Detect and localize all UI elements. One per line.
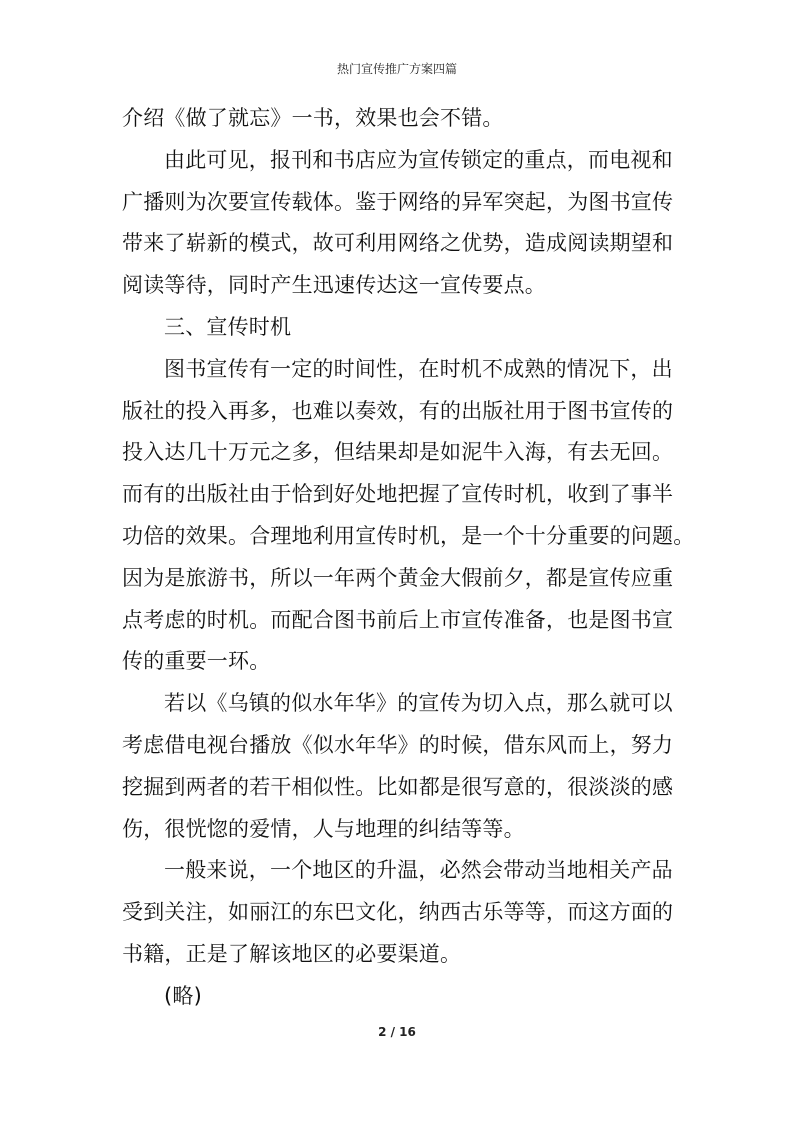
- text-line: 一般来说，一个地区的升温，必然会带动当地相关产品: [164, 858, 673, 883]
- text-line: 带来了崭新的模式，故可利用网络之优势，造成阅读期望和: [122, 231, 674, 256]
- section-heading: 三、宣传时机: [164, 314, 292, 339]
- page-number: 2 / 16: [378, 1025, 416, 1039]
- text-line: 而有的出版社由于恰到好处地把握了宣传时机，收到了事半: [122, 482, 674, 507]
- text-line: 书籍，正是了解该地区的必要渠道。: [122, 941, 462, 966]
- text-line: 功倍的效果。合理地利用宣传时机，是一个十分重要的问题。: [122, 523, 695, 548]
- running-header: 热门宣传推广方案四篇: [336, 62, 457, 76]
- text-line: 图书宣传有一定的时间性，在时机不成熟的情况下，出: [164, 356, 673, 381]
- text-line: 挖掘到两者的若干相似性。比如都是很写意的，很淡淡的感: [122, 774, 674, 799]
- text-line: 传的重要一环。: [122, 649, 271, 674]
- text-line: 阅读等待，同时产生迅速传达这一宣传要点。: [122, 273, 546, 298]
- text-line: 介绍《做了就忘》一书，效果也会不错。: [122, 106, 504, 130]
- text-line: 点考虑的时机。而配合图书前后上市宣传准备，也是图书宣: [122, 607, 674, 632]
- document-body: [122, 98, 695, 1018]
- text-line: 投入达几十万元之多，但结果却是如泥牛入海，有去无回。: [122, 440, 674, 465]
- text-line: 伤，很恍惚的爱情，人与地理的纠结等等。: [122, 816, 525, 841]
- text-line: 版社的投入再多，也难以奏效，有的出版社用于图书宣传的: [122, 398, 674, 423]
- text-line: 若以《乌镇的似水年华》的宣传为切入点，那么就可以: [164, 691, 673, 716]
- text-line: 考虑借电视台播放《似水年华》的时候，借东风而上，努力: [122, 732, 674, 757]
- text-line: 广播则为次要宣传载体。鉴于网络的异军突起，为图书宣传: [122, 189, 674, 214]
- text-line: 受到关注，如丽江的东巴文化，纳西古乐等等，而这方面的: [122, 900, 674, 925]
- text-line: 由此可见，报刊和书店应为宣传锁定的重点，而电视和: [164, 147, 673, 172]
- text-line: (略): [164, 983, 202, 1008]
- text-line: 因为是旅游书，所以一年两个黄金大假前夕，都是宣传应重: [122, 565, 674, 590]
